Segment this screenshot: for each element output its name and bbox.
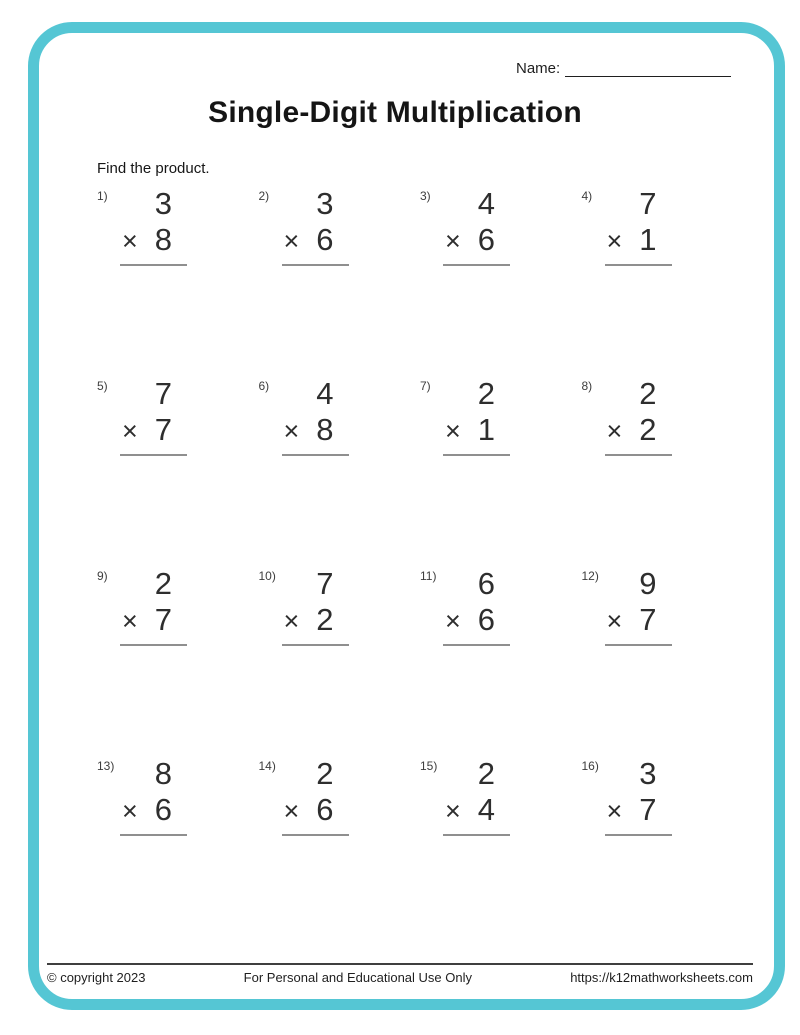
problem-stack bbox=[120, 186, 187, 266]
problem-stack bbox=[282, 186, 349, 266]
multiplier: 7 bbox=[639, 602, 657, 637]
multiplicand: 6 bbox=[477, 566, 495, 601]
multiplicand: 3 bbox=[154, 186, 172, 221]
answer-line bbox=[282, 454, 349, 456]
multiplier: 6 bbox=[316, 222, 334, 257]
answer-line bbox=[282, 644, 349, 646]
multiplication-problem bbox=[97, 186, 259, 376]
problem-number-label: 9) bbox=[97, 569, 108, 583]
multiply-sign: × bbox=[122, 416, 138, 446]
multiplier: 6 bbox=[316, 792, 334, 827]
multiplication-problem bbox=[582, 186, 744, 376]
multiplication-problem bbox=[420, 186, 582, 376]
answer-line bbox=[605, 834, 672, 836]
problem-stack bbox=[282, 566, 349, 646]
problem-stack bbox=[605, 566, 672, 646]
multiply-sign: × bbox=[283, 606, 300, 636]
multiplier: 8 bbox=[154, 222, 172, 257]
multiplier: 6 bbox=[477, 222, 495, 257]
problem-stack bbox=[282, 376, 349, 456]
name-label: Name: bbox=[516, 60, 561, 77]
multiplication-problem bbox=[97, 566, 259, 756]
multiplication-problem bbox=[582, 566, 744, 756]
multiplier-row bbox=[443, 222, 510, 259]
footer bbox=[47, 970, 753, 985]
multiply-sign: × bbox=[283, 796, 300, 826]
answer-line bbox=[120, 644, 187, 646]
multiplier-row bbox=[605, 222, 672, 259]
multiplication-problem bbox=[259, 566, 421, 756]
answer-line bbox=[282, 264, 349, 266]
multiplication-problem bbox=[97, 376, 259, 566]
multiplicand: 7 bbox=[316, 566, 334, 601]
multiplicand: 2 bbox=[316, 756, 334, 791]
multiplier: 8 bbox=[316, 412, 334, 447]
problem-stack bbox=[443, 756, 510, 836]
problems-grid bbox=[97, 186, 743, 946]
problem-number-label: 5) bbox=[97, 379, 108, 393]
multiplier: 7 bbox=[639, 792, 657, 827]
answer-line bbox=[443, 264, 510, 266]
multiplier: 1 bbox=[639, 222, 657, 257]
multiplication-problem bbox=[420, 566, 582, 756]
problem-number-label: 12) bbox=[581, 569, 599, 583]
multiplier: 6 bbox=[477, 602, 495, 637]
multiplicand: 7 bbox=[154, 376, 172, 411]
multiply-sign: × bbox=[122, 606, 138, 636]
multiplier-row bbox=[120, 412, 187, 449]
problem-stack bbox=[605, 186, 672, 266]
multiply-sign: × bbox=[606, 416, 623, 446]
problem-number-label: 6) bbox=[258, 379, 270, 393]
problem-number-label: 14) bbox=[258, 759, 276, 773]
multiplier-row bbox=[605, 412, 672, 449]
multiplication-problem bbox=[582, 376, 744, 566]
multiply-sign: × bbox=[445, 796, 461, 826]
problem-stack bbox=[443, 186, 510, 266]
footer-copyright: © copyright 2023 bbox=[47, 970, 146, 985]
multiplier-row bbox=[605, 792, 672, 829]
page-title: Single-Digit Multiplication bbox=[208, 96, 582, 129]
answer-line bbox=[120, 834, 187, 836]
footer-url: https://k12mathworksheets.com bbox=[570, 970, 753, 985]
multiply-sign: × bbox=[606, 606, 623, 636]
problem-number-label: 2) bbox=[258, 189, 270, 203]
problem-number-label: 16) bbox=[581, 759, 599, 773]
answer-line bbox=[443, 834, 510, 836]
multiplicand: 2 bbox=[154, 566, 172, 601]
name-row bbox=[516, 60, 731, 77]
footer-divider bbox=[47, 963, 753, 965]
footer-usage: For Personal and Educational Use Only bbox=[243, 970, 473, 985]
answer-line bbox=[605, 644, 672, 646]
name-blank-line bbox=[565, 60, 731, 77]
multiplier-row bbox=[120, 792, 187, 829]
problem-stack bbox=[120, 756, 187, 836]
answer-line bbox=[443, 454, 510, 456]
multiplier-row bbox=[282, 792, 349, 829]
instruction-text: Find the product. bbox=[97, 160, 210, 177]
multiply-sign: × bbox=[122, 796, 138, 826]
answer-line bbox=[120, 454, 187, 456]
multiplier-row bbox=[282, 222, 349, 259]
multiplier-row bbox=[282, 412, 349, 449]
multiplicand: 9 bbox=[639, 566, 657, 601]
answer-line bbox=[443, 644, 510, 646]
multiplier-row bbox=[443, 792, 510, 829]
problem-number-label: 8) bbox=[581, 379, 593, 393]
problem-number-label: 7) bbox=[420, 379, 431, 393]
problem-stack bbox=[605, 756, 672, 836]
answer-line bbox=[120, 264, 187, 266]
problem-number-label: 4) bbox=[581, 189, 593, 203]
multiply-sign: × bbox=[283, 416, 300, 446]
problem-stack bbox=[443, 376, 510, 456]
answer-line bbox=[605, 264, 672, 266]
problem-number-label: 3) bbox=[420, 189, 431, 203]
multiplication-problem bbox=[259, 756, 421, 946]
multiplier-row bbox=[120, 222, 187, 259]
multiply-sign: × bbox=[283, 226, 300, 256]
multiplier-row bbox=[282, 602, 349, 639]
multiplication-problem bbox=[420, 756, 582, 946]
multiplier: 7 bbox=[154, 602, 172, 637]
multiplier: 2 bbox=[316, 602, 334, 637]
multiplier-row bbox=[605, 602, 672, 639]
problem-number-label: 13) bbox=[97, 759, 115, 773]
multiplicand: 4 bbox=[316, 376, 334, 411]
multiply-sign: × bbox=[445, 226, 461, 256]
multiplicand: 4 bbox=[477, 186, 495, 221]
multiplicand: 2 bbox=[477, 376, 495, 411]
multiplier: 6 bbox=[154, 792, 172, 827]
multiply-sign: × bbox=[445, 416, 461, 446]
problem-stack bbox=[443, 566, 510, 646]
multiplier: 2 bbox=[639, 412, 657, 447]
problem-stack bbox=[120, 566, 187, 646]
answer-line bbox=[605, 454, 672, 456]
problem-stack bbox=[120, 376, 187, 456]
multiplier: 1 bbox=[477, 412, 495, 447]
multiplication-problem bbox=[97, 756, 259, 946]
multiplicand: 2 bbox=[639, 376, 657, 411]
multiplicand: 3 bbox=[639, 756, 657, 791]
multiplicand: 3 bbox=[316, 186, 334, 221]
multiplicand: 8 bbox=[154, 756, 172, 791]
multiplier-row bbox=[443, 412, 510, 449]
multiplicand: 2 bbox=[477, 756, 495, 791]
multiplication-problem bbox=[259, 186, 421, 376]
multiplier-row bbox=[443, 602, 510, 639]
problem-stack bbox=[605, 376, 672, 456]
multiplication-problem bbox=[259, 376, 421, 566]
multiplier: 7 bbox=[154, 412, 172, 447]
multiply-sign: × bbox=[606, 796, 623, 826]
answer-line bbox=[282, 834, 349, 836]
multiplier-row bbox=[120, 602, 187, 639]
multiply-sign: × bbox=[445, 606, 461, 636]
multiplication-problem bbox=[582, 756, 744, 946]
problem-number-label: 10) bbox=[258, 569, 276, 583]
problem-number-label: 1) bbox=[97, 189, 108, 203]
multiplier: 4 bbox=[477, 792, 495, 827]
multiply-sign: × bbox=[606, 226, 623, 256]
multiplicand: 7 bbox=[639, 186, 657, 221]
problem-number-label: 11) bbox=[420, 569, 437, 583]
problem-stack bbox=[282, 756, 349, 836]
multiplication-problem bbox=[420, 376, 582, 566]
problem-number-label: 15) bbox=[420, 759, 438, 773]
multiply-sign: × bbox=[122, 226, 138, 256]
